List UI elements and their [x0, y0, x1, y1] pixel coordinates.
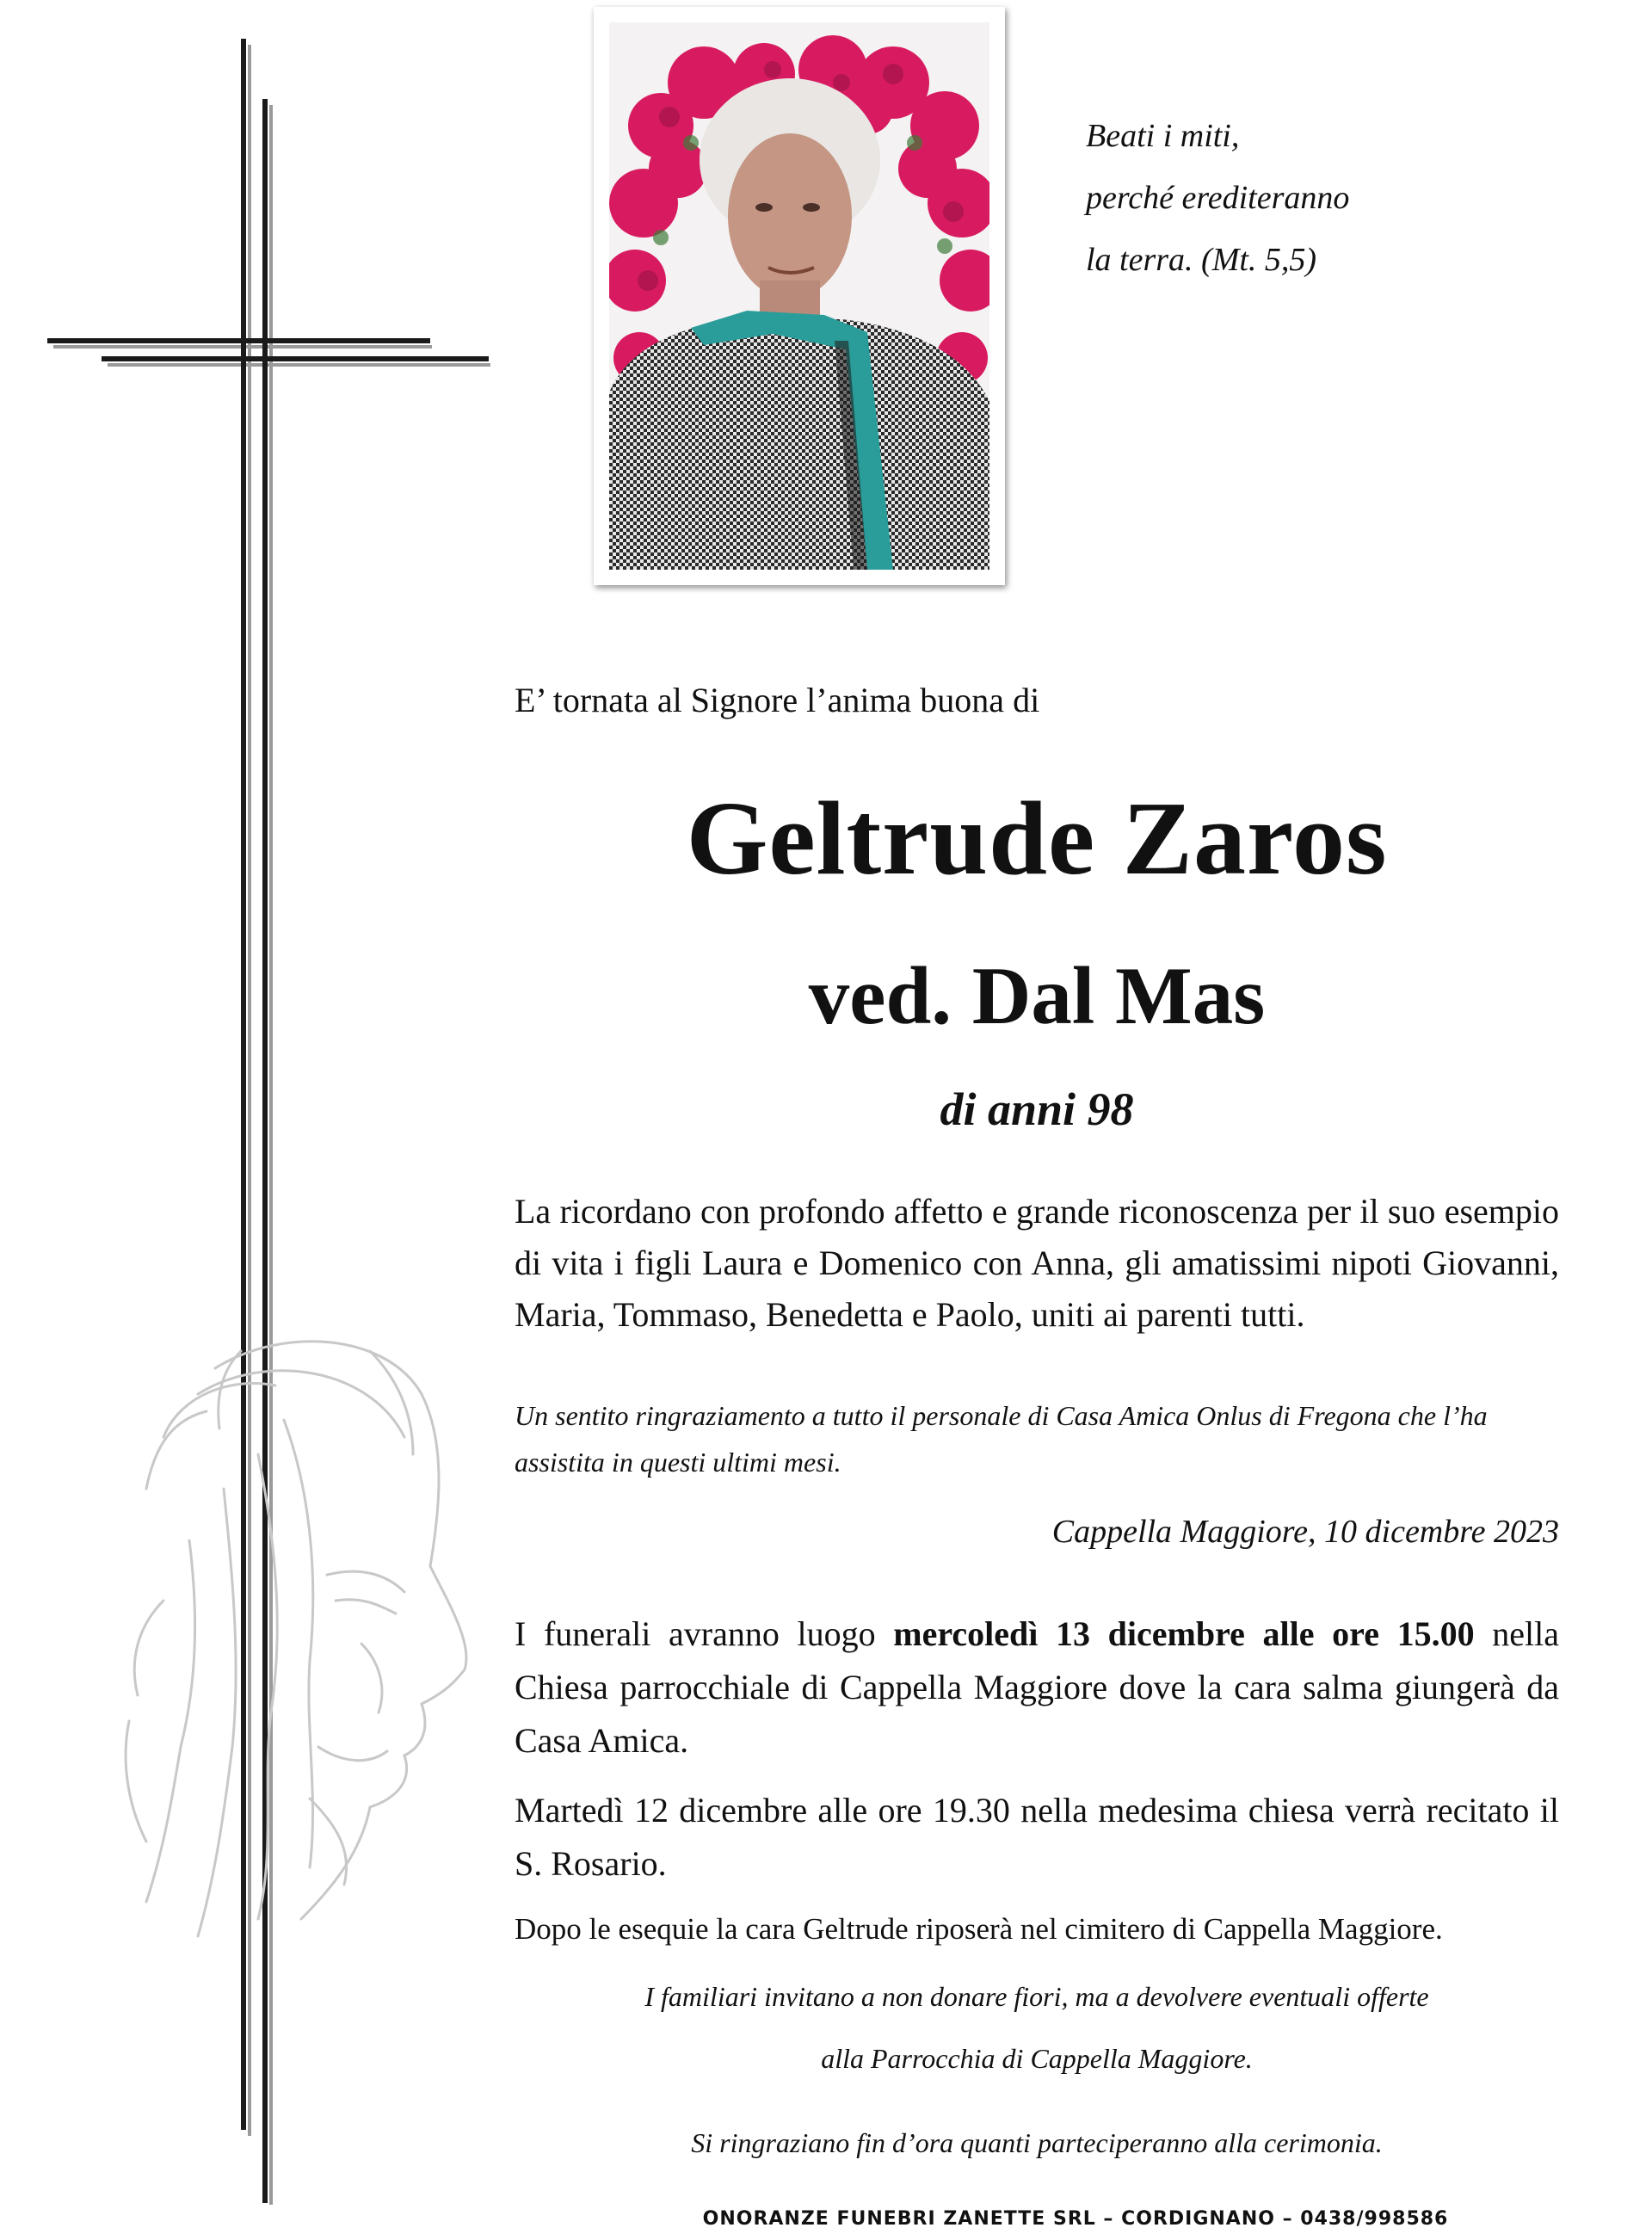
portrait-photo [609, 22, 989, 570]
quote-line: perché erediteranno [1086, 180, 1350, 216]
quote-line: la terra. (Mt. 5,5) [1086, 242, 1317, 278]
funeral-text-before: I funerali avranno luogo [515, 1614, 894, 1653]
rosary-paragraph: Martedì 12 dicembre alle ore 19.30 nella medesima chiesa verrà recitato il S. Rosario. [515, 1791, 1559, 1883]
deceased-name: Geltrude Zaros [686, 781, 1388, 897]
portrait-photo-frame [594, 7, 1005, 585]
flowers-line-2: alla Parrocchia di Cappella Maggiore. [821, 2043, 1253, 2074]
funeral-text-after: nella Chiesa parrocchiale di Cappella Maggiore dove la cara salma giungerà da Casa Amica. [515, 1614, 1559, 1760]
intro-text: E’ tornata al Signore l’anima buona di [515, 681, 1040, 719]
funeral-datetime: mercoledì 13 dicembre alle ore 15.00 [893, 1614, 1475, 1653]
funeral-paragraph [515, 1607, 1559, 1768]
burial-text: Dopo le esequie la cara Geltrude riposerà nel cimitero di Cappella Maggiore. [515, 1912, 1443, 1946]
flowers-line-1: I familiari invitano a non donare fiori, ma a devolvere eventuali offerte [644, 1981, 1429, 2012]
place-date: Cappella Maggiore, 10 dicembre 2023 [1051, 1514, 1559, 1550]
gratitude-text: Si ringraziano fin d’ora quanti parteciperanno alla cerimonia. [691, 2127, 1383, 2158]
remembrance-paragraph: La ricordano con profondo affetto e grande riconoscenza per il suo esempio di vita i figli Laura e Domenico con Anna, gli amatissimi nipoti Giovanni, Maria, Tommaso, Benedetta e Paolo, uniti ai parenti tutti. [515, 1192, 1559, 1334]
thanks-paragraph: Un sentito ringraziamento a tutto il personale di Casa Amica Onlus di Fregona che l’ha assistita in questi ultimi mesi. [515, 1400, 1488, 1478]
bible-quote [1086, 105, 1447, 291]
christ-face-sketch [112, 1317, 473, 1971]
married-name: ved. Dal Mas [808, 950, 1266, 1041]
quote-line: Beati i miti, [1086, 118, 1240, 154]
funeral-agency-footer: ONORANZE FUNEBRI ZANETTE SRL – CORDIGNANO – 0438/998586 [702, 2208, 1449, 2230]
age-text: di anni 98 [940, 1083, 1134, 1135]
